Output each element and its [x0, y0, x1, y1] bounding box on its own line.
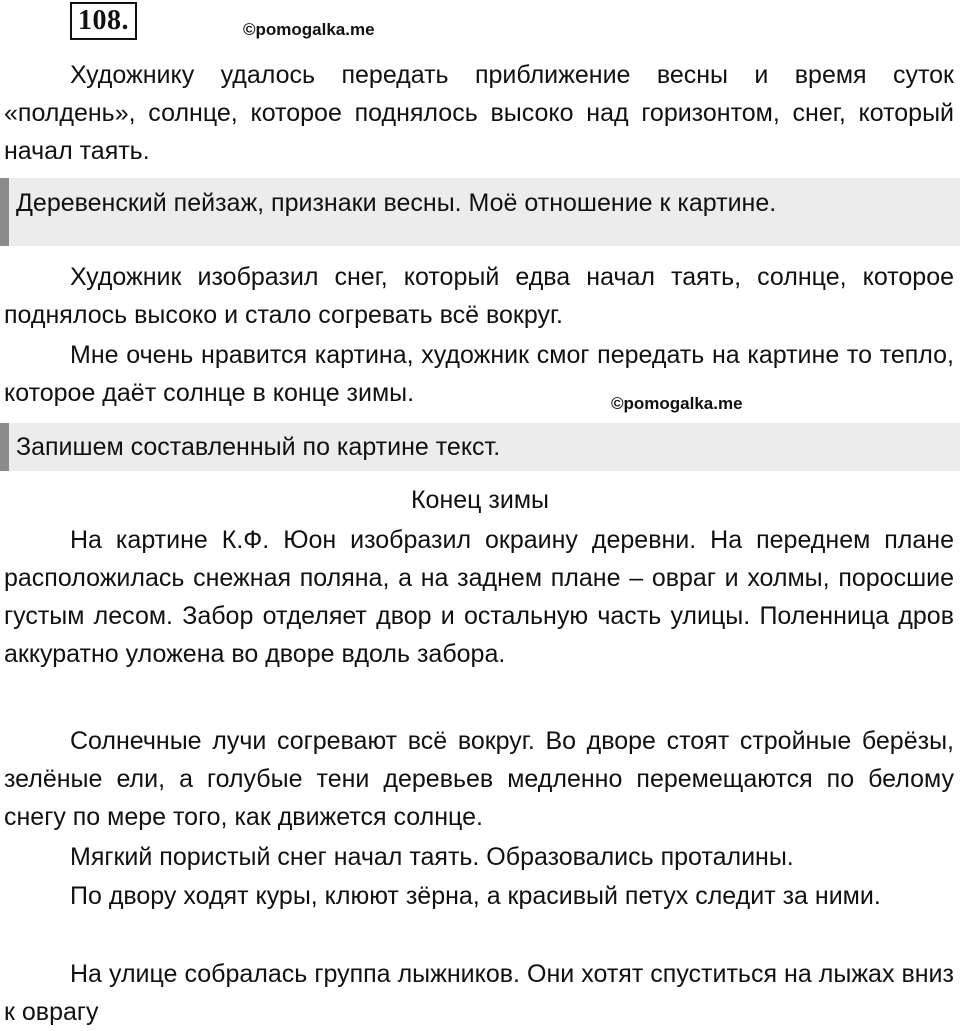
task-banner-1: Деревенский пейзаж, признаки весны. Моё отношение к картине. [0, 178, 960, 246]
watermark-top: ©pomogalka.me [243, 20, 375, 39]
paragraph-intro: Художнику удалось передать приближение весны и время суток «полдень», солнце, которое поднялось высоко над горизонтом, снег, который начал таять. [4, 61, 954, 165]
essay-paragraph-1: На картине К.Ф. Юон изобразил окраину деревни. На переднем плане расположилась снежная поляна, а на заднем плане – овраг и холмы, поросшие густым лесом. Забор отделяет двор и остальную часть улицы. Поленница дров аккуратно уложена во дворе вдоль забора. [4, 526, 954, 668]
task-banner-2: Запишем составленный по картине текст. [0, 423, 960, 471]
paragraph-opinion: Мне очень нравится картина, художник смог передать на картине то тепло, которое даёт солнце в конце зимы. [4, 341, 954, 407]
exercise-number: 108. [70, 2, 137, 40]
essay-paragraph-2: Солнечные лучи согревают всё вокруг. Во дворе стоят стройные берёзы, зелёные ели, а голубые тени деревьев медленно перемещаются по белому снегу по мере того, как движется солнце. [4, 727, 954, 831]
watermark-middle: ©pomogalka.me [611, 394, 743, 413]
essay-paragraph-5: На улице собралась группа лыжников. Они хотят спуститься на лыжах вниз к оврагу [4, 960, 954, 1026]
essay-title: Конец зимы [410, 486, 550, 514]
paragraph-snow: Художник изобразил снег, который едва начал таять, солнце, которое поднялось высоко и стало согревать всё вокруг. [4, 263, 954, 329]
essay-paragraph-4: По двору ходят куры, клюют зёрна, а красивый петух следит за ними. [70, 882, 881, 910]
essay-paragraph-3: Мягкий пористый снег начал таять. Образовались проталины. [70, 843, 794, 871]
